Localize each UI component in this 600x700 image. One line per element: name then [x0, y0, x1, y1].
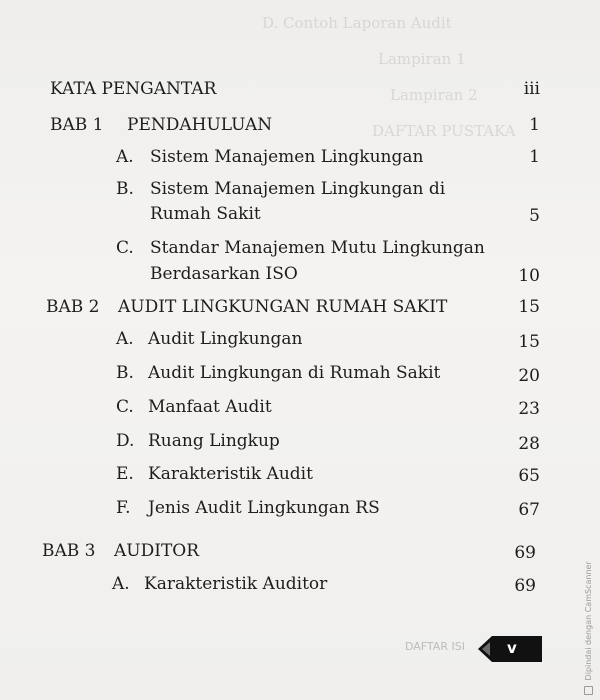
footer-page-tab — [478, 634, 542, 664]
toc-page-number: 20 — [518, 366, 540, 386]
section-letter: A. — [112, 574, 130, 594]
camscanner-icon — [585, 686, 594, 695]
section-title: Manfaat Audit — [148, 397, 272, 417]
toc-page-number: 67 — [518, 500, 540, 520]
section-title: Audit Lingkungan di Rumah Sakit — [148, 363, 441, 383]
toc-page-number: 1 — [529, 147, 540, 167]
toc-page-number: 5 — [529, 206, 540, 226]
bleed-line: Lampiran 1 — [378, 50, 466, 68]
chapter-title: AUDIT LINGKUNGAN RUMAH SAKIT — [118, 297, 448, 317]
section-title: Karakteristik Auditor — [144, 574, 328, 594]
section-letter: D. — [116, 431, 135, 451]
toc-page-number: 10 — [518, 266, 540, 286]
scanner-watermark — [584, 561, 598, 695]
bleed-line: DAFTAR PUSTAKA — [372, 122, 516, 140]
toc-page-number: 23 — [518, 399, 540, 419]
section-letter: C. — [116, 238, 134, 258]
section-title: Audit Lingkungan — [148, 329, 303, 349]
toc-page-number: 15 — [518, 332, 540, 352]
section-letter: B. — [116, 179, 134, 199]
section-title: Karakteristik Audit — [148, 464, 313, 484]
chapter-number: BAB 2 — [46, 297, 100, 317]
section-letter: A. — [116, 147, 134, 167]
section-letter: F. — [116, 498, 131, 518]
footer-faint-text: DAFTAR ISI — [405, 640, 465, 653]
toc-page-number: 69 — [514, 543, 536, 563]
section-title: Ruang Lingkup — [148, 431, 280, 451]
section-title: Jenis Audit Lingkungan RS — [148, 498, 380, 518]
toc-page-number: 65 — [518, 466, 540, 486]
bleed-line: Lampiran 2 — [390, 86, 478, 104]
section-title: Sistem Manajemen Lingkungan — [150, 147, 424, 167]
chapter-number: BAB 3 — [42, 541, 96, 561]
toc-page-number: 15 — [518, 297, 540, 317]
section-title-cont: Berdasarkan ISO — [150, 264, 298, 284]
section-letter: A. — [116, 329, 134, 349]
section-title: Sistem Manajemen Lingkungan di — [150, 179, 446, 199]
toc-kata-pengantar: KATA PENGANTAR — [50, 79, 217, 99]
section-letter: E. — [116, 464, 134, 484]
section-title: Standar Manajemen Mutu Lingkungan — [150, 238, 485, 258]
toc-page-number: 69 — [514, 576, 536, 596]
page-number: v — [507, 639, 517, 657]
chapter-title: PENDAHULUAN — [127, 115, 273, 135]
chapter-title: AUDITOR — [114, 541, 200, 561]
toc-page-number: 28 — [518, 434, 540, 454]
toc-page-number: 1 — [529, 115, 540, 135]
section-title-cont: Rumah Sakit — [150, 204, 261, 224]
bleed-line: D. Contoh Laporan Audit — [262, 14, 452, 32]
section-letter: B. — [116, 363, 134, 383]
section-letter: C. — [116, 397, 134, 417]
chapter-number: BAB 1 — [50, 115, 104, 135]
toc-page-number: iii — [523, 79, 540, 99]
scanner-watermark-text: Dipindai dengan CamScanner — [584, 561, 593, 681]
